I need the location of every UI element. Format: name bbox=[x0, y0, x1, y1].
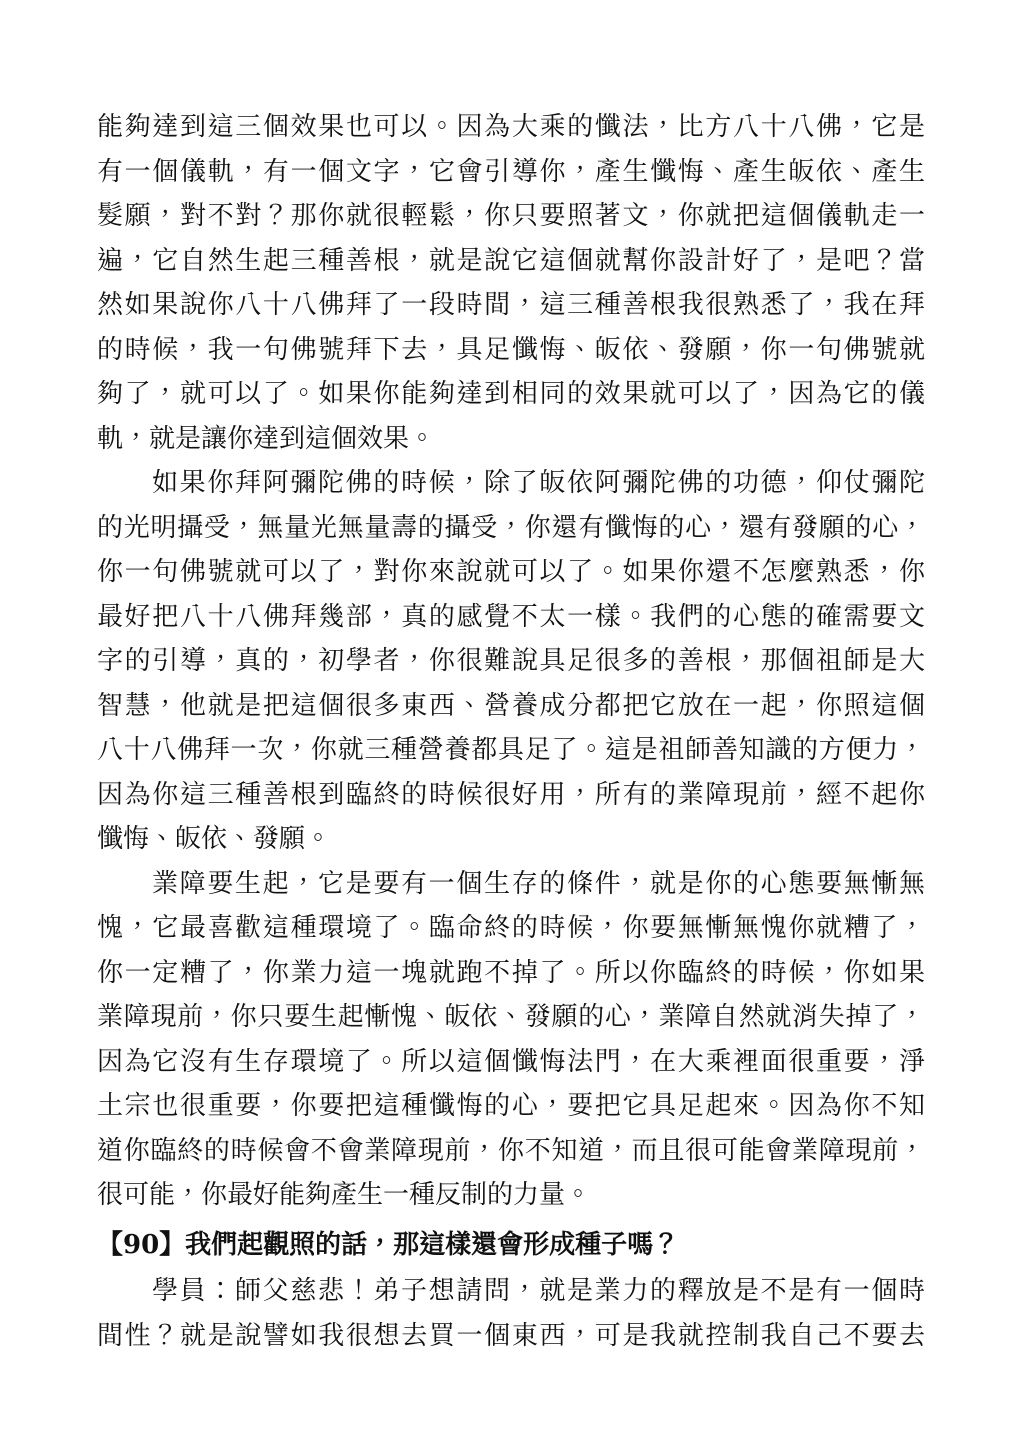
section-paragraphs bbox=[97, 1269, 925, 1358]
text-line: 道你臨終的時候會不會業障現前，你不知道，而且很可能會業障現前， bbox=[97, 1135, 925, 1166]
text-line: 你一定糟了，你業力這一塊就跑不掉了。所以你臨終的時候，你如果 bbox=[97, 957, 925, 988]
text-line: 的時候，我一句佛號拜下去，具足懺悔、皈依、發願，你一句佛號就 bbox=[97, 334, 925, 365]
text-line: 你一句佛號就可以了，對你來說就可以了。如果你還不怎麼熟悉，你 bbox=[97, 557, 925, 587]
text-line: 夠了，就可以了。如果你能夠達到相同的效果就可以了，因為它的儀 bbox=[97, 379, 925, 409]
text-line: 八十八佛拜一次，你就三種營養都具足了。這是祖師善知識的方便力， bbox=[97, 735, 925, 765]
text-line: 很可能，你最好能夠產生一種反制的力量。 bbox=[97, 1180, 592, 1210]
text-line: 因為你這三種善根到臨終的時候很好用，所有的業障現前，經不起你 bbox=[97, 779, 925, 810]
text-line: 土宗也很重要，你要把這種懺悔的心，要把它具足起來。因為你不知 bbox=[97, 1091, 925, 1121]
text-line: 懺悔、皈依、發願。 bbox=[97, 824, 332, 854]
text-line: 業障現前，你只要生起慚愧、皈依、發願的心，業障自然就消失掉了， bbox=[97, 1002, 925, 1032]
paragraph bbox=[97, 461, 925, 862]
body-paragraphs bbox=[97, 105, 925, 1218]
text-line: 字的引導，真的，初學者，你很難說具足很多的善根，那個祖師是大 bbox=[97, 646, 925, 676]
text-line: 智慧，他就是把這個很多東西、營養成分都把它放在一起，你照這個 bbox=[97, 690, 925, 721]
text-line: 遍，它自然生起三種善根，就是說它這個就幫你設計好了，是吧？當 bbox=[97, 245, 925, 276]
page-text bbox=[97, 105, 925, 1358]
text-line: 學員：師父慈悲！弟子想請問，就是業力的釋放是不是有一個時 bbox=[152, 1276, 925, 1306]
text-line: 業障要生起，它是要有一個生存的條件，就是你的心態要無慚無 bbox=[152, 868, 925, 899]
paragraph bbox=[97, 862, 925, 1218]
text-line: 如果你拜阿彌陀佛的時候，除了皈依阿彌陀佛的功德，仰仗彌陀 bbox=[152, 468, 925, 498]
text-line: 髮願，對不對？那你就很輕鬆，你只要照著文，你就把這個儀軌走一 bbox=[97, 201, 925, 231]
text-line: 因為它沒有生存環境了。所以這個懺悔法門，在大乘裡面很重要，淨 bbox=[97, 1046, 925, 1077]
text-line: 有一個儀軌，有一個文字，它會引導你，產生懺悔、產生皈依、產生 bbox=[97, 156, 925, 187]
text-line: 最好把八十八佛拜幾部，真的感覺不太一樣。我們的心態的確需要文 bbox=[97, 601, 925, 632]
text-line: 軌，就是讓你達到這個效果。 bbox=[97, 423, 436, 454]
paragraph bbox=[97, 105, 925, 461]
section-heading: 【90】我們起觀照的話，那這樣還會形成種子嗎？ bbox=[97, 1229, 680, 1260]
text-line: 間性？就是說譬如我很想去買一個東西，可是我就控制我自己不要去 bbox=[97, 1320, 925, 1351]
text-line: 然如果說你八十八佛拜了一段時間，這三種善根我很熟悉了，我在拜 bbox=[97, 290, 925, 320]
paragraph bbox=[97, 1269, 925, 1358]
text-line: 愧，它最喜歡這種環境了。臨命終的時候，你要無慚無愧你就糟了， bbox=[97, 913, 925, 943]
text-line: 的光明攝受，無量光無量壽的攝受，你還有懺悔的心，還有發願的心， bbox=[97, 512, 925, 543]
text-line: 能夠達到這三個效果也可以。因為大乘的懺法，比方八十八佛，它是 bbox=[97, 112, 925, 142]
